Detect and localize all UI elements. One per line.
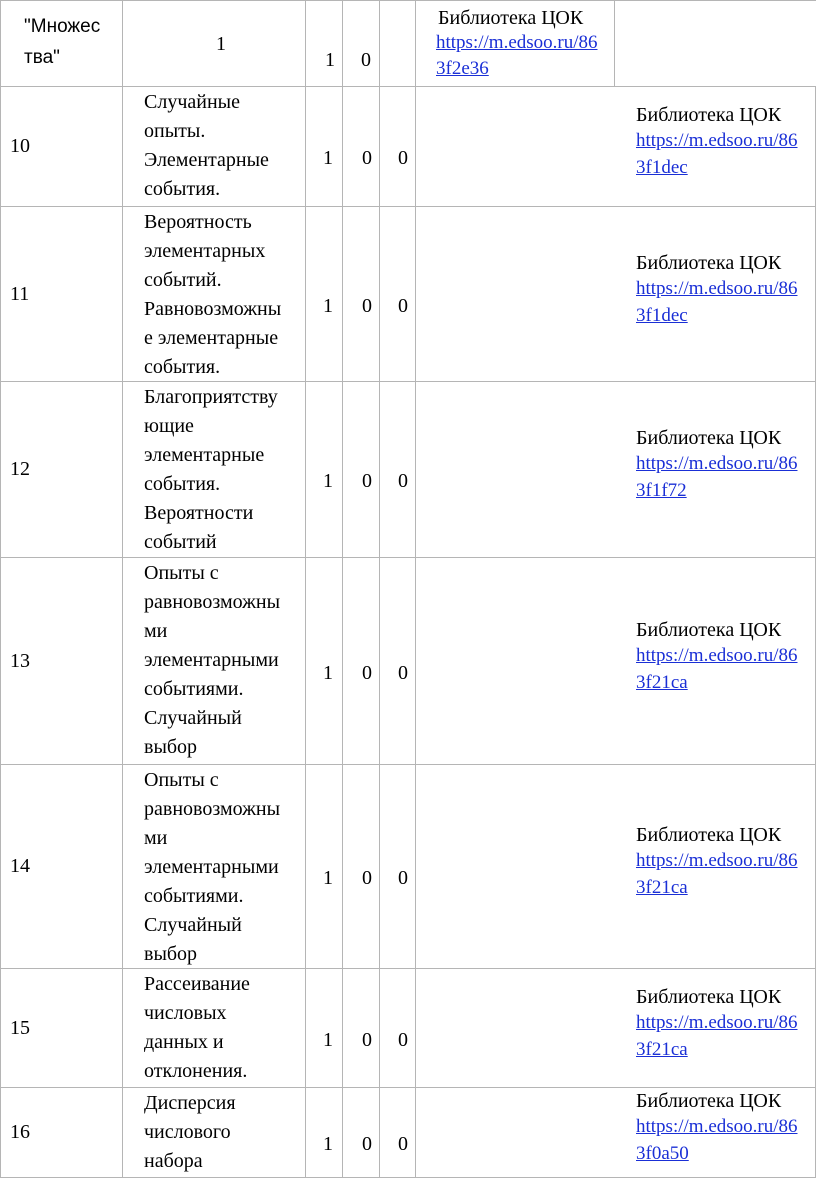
topic-line: Опыты с [144,769,219,791]
column-border [0,86,1,1177]
hours-cell: 1 [323,661,333,684]
resource-label: Библиотека ЦОК [438,7,584,29]
topic-line: опыты. [144,120,206,142]
resource-label: Библиотека ЦОК [636,824,782,846]
topic-line: события. [144,178,221,200]
hours-cell: 1 [216,33,226,55]
column-border [305,0,306,86]
resource-link[interactable]: https://m.edsoo.ru/86 [636,453,798,474]
column-border [614,0,615,86]
resource-label: Библиотека ЦОК [636,985,782,1008]
tests-cell: 0 [362,470,372,492]
resource-label: Библиотека ЦОК [636,427,782,449]
topic-line: числовых [144,1002,227,1024]
resource-link[interactable]: 3f2e36 [436,58,489,79]
column-border [305,86,306,1177]
resource-link[interactable]: 3f1dec [636,157,688,178]
resource-link[interactable]: 3f21ca [636,1038,688,1060]
tests-cell: 0 [362,1028,372,1051]
topic-line: ми [144,620,168,642]
practice-cell: 0 [398,294,408,317]
column-border [379,0,380,86]
hours-cell: 1 [323,470,333,492]
topic-line: событий. [144,269,222,291]
column-border [379,86,380,1177]
hours-cell: 1 [323,867,333,889]
column-border [342,86,343,1177]
resource-link[interactable]: 3f1dec [636,304,688,326]
topic-line: событиями. [144,678,244,700]
practice-cell: 0 [361,49,371,71]
topic-line: выбор [144,943,198,965]
practice-cell: 0 [398,661,408,684]
resource-label: Библиотека ЦОК [636,104,782,126]
topic-line: выбор [144,736,198,758]
resource-label: Библиотека ЦОК [636,251,782,274]
practice-cell: 0 [398,1133,408,1155]
row-number: 14 [10,855,30,877]
topic-line: числового [144,1121,231,1143]
column-border [122,0,123,86]
column-border [415,86,416,1177]
topic-line: тва" [24,47,60,68]
tests-cell: 1 [325,49,335,71]
topic-line: события. [144,356,221,378]
hours-cell: 1 [323,1133,333,1155]
column-border [342,0,343,86]
column-border [122,86,123,1177]
topic-line: элементарными [144,649,279,671]
topic-line: Равновозможны [144,298,282,320]
resource-link[interactable]: 3f21ca [636,877,688,898]
topic-line: Вероятность [144,211,252,233]
topic-line: Благоприятству [144,386,278,408]
column-border [0,0,1,86]
topic-line: ющие [144,415,194,437]
hours-cell: 1 [323,1028,333,1051]
resource-link[interactable]: 3f21ca [636,671,688,693]
row-number: 12 [10,458,30,480]
row-number: 10 [10,135,30,157]
resource-label: Библиотека ЦОК [636,1090,782,1112]
resource-link[interactable]: https://m.edsoo.ru/86 [636,644,798,666]
topic-line: событий [144,531,217,553]
topic-line: е элементарные [144,327,279,349]
resource-link[interactable]: https://m.edsoo.ru/86 [636,130,798,151]
hours-cell: 1 [323,294,333,317]
topic-line: Случайные [144,91,240,113]
resource-link[interactable]: https://m.edsoo.ru/86 [636,1011,798,1033]
practice-cell: 0 [398,1028,408,1051]
topic-line: Элементарные [144,149,269,171]
row-number: 13 [10,649,30,672]
topic-line: события. [144,473,221,495]
topic-line: элементарные [144,444,265,466]
topic-line: Опыты с [144,562,219,584]
resource-link[interactable]: https://m.edsoo.ru/86 [636,850,798,871]
topic-line: равновозможны [144,591,281,613]
topic-line: "Множес [24,16,101,37]
column-border [415,0,416,86]
practice-cell: 0 [398,470,408,492]
resource-link[interactable]: https://m.edsoo.ru/86 [436,32,598,53]
topic-line: равновозможны [144,798,281,820]
row-number: 16 [10,1121,30,1143]
resource-link[interactable]: https://m.edsoo.ru/86 [636,277,798,299]
row-number: 15 [10,1016,30,1039]
topic-line: событиями. [144,885,244,907]
row-border [0,1177,816,1178]
topic-line: Случайный [144,914,242,936]
tests-cell: 0 [362,1133,372,1155]
topic-line: Вероятности [144,502,254,524]
topic-line: элементарных [144,240,266,262]
practice-cell: 0 [398,867,408,889]
resource-link[interactable]: 3f1f72 [636,480,687,501]
tests-cell: 0 [362,867,372,889]
topic-line: Случайный [144,707,242,729]
hours-cell: 1 [323,147,333,169]
tests-cell: 0 [362,294,372,317]
tests-cell: 0 [362,147,372,169]
resource-label: Библиотека ЦОК [636,618,782,641]
topic-line: Дисперсия [144,1092,236,1114]
topic-line: данных и [144,1031,224,1053]
topic-line: ми [144,827,168,849]
topic-line: набора [144,1150,203,1172]
resource-link[interactable]: https://m.edsoo.ru/86 [636,1116,798,1137]
topic-line: элементарными [144,856,279,878]
resource-link[interactable]: 3f0a50 [636,1143,689,1164]
tests-cell: 0 [362,661,372,684]
practice-cell: 0 [398,147,408,169]
row-number: 11 [10,282,30,305]
topic-line: отклонения. [144,1060,248,1082]
topic-line: Рассеивание [144,973,250,995]
